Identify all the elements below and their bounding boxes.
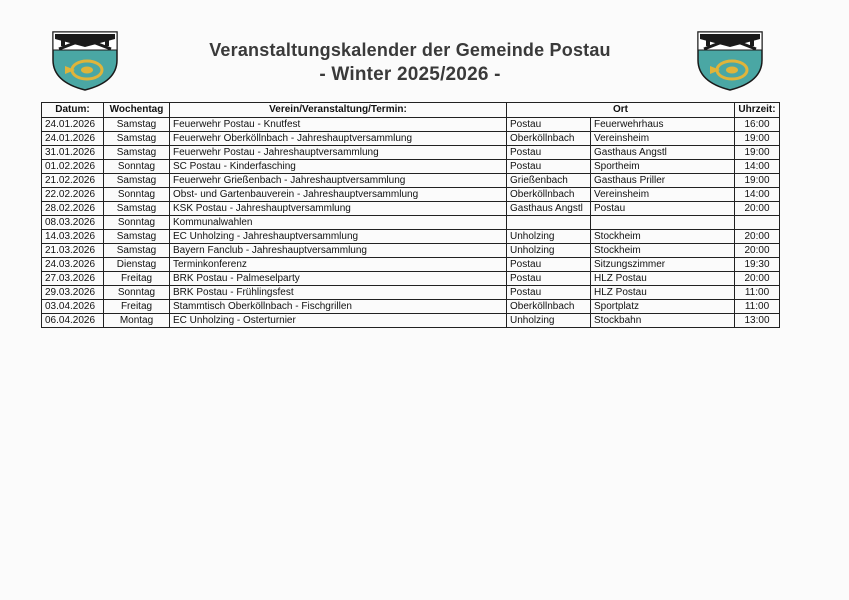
cell-time: 11:00	[735, 300, 780, 314]
cell-event: Feuerwehr Postau - Knutfest	[170, 118, 507, 132]
cell-place: Oberköllnbach	[507, 300, 591, 314]
cell-weekday: Samstag	[104, 230, 170, 244]
cell-venue: Sitzungszimmer	[591, 258, 735, 272]
cell-venue: Gasthaus Priller	[591, 174, 735, 188]
cell-venue	[591, 216, 735, 230]
page-subtitle: - Winter 2025/2026 -	[319, 64, 501, 85]
cell-time: 16:00	[735, 118, 780, 132]
table-row	[42, 258, 780, 272]
cell-time: 13:00	[735, 314, 780, 328]
cell-event: Feuerwehr Grießenbach - Jahreshauptversammlung	[170, 174, 507, 188]
cell-event: EC Unholzing - Jahreshauptversammlung	[170, 230, 507, 244]
cell-event: Feuerwehr Oberköllnbach - Jahreshauptversammlung	[170, 132, 507, 146]
cell-venue: Gasthaus Angstl	[591, 146, 735, 160]
cell-event: Kommunalwahlen	[170, 216, 507, 230]
page-title: Veranstaltungskalender der Gemeinde Postau	[209, 40, 611, 60]
cell-time: 20:00	[735, 230, 780, 244]
cell-event: Terminkonferenz	[170, 258, 507, 272]
cell-time	[735, 216, 780, 230]
table-row	[42, 286, 780, 300]
table-row	[42, 202, 780, 216]
cell-date: 24.03.2026	[42, 258, 104, 272]
cell-venue: Vereinsheim	[591, 132, 735, 146]
column-header-weekday: Wochentag	[104, 103, 170, 118]
cell-weekday: Samstag	[104, 146, 170, 160]
cell-time: 19:00	[735, 132, 780, 146]
cell-date: 14.03.2026	[42, 230, 104, 244]
cell-weekday: Sonntag	[104, 286, 170, 300]
cell-weekday: Sonntag	[104, 160, 170, 174]
table-body	[42, 118, 780, 328]
cell-venue: Stockbahn	[591, 314, 735, 328]
cell-venue: Sportheim	[591, 160, 735, 174]
cell-date: 24.01.2026	[42, 118, 104, 132]
cell-date: 06.04.2026	[42, 314, 104, 328]
cell-place: Unholzing	[507, 244, 591, 258]
cell-date: 08.03.2026	[42, 216, 104, 230]
table-row	[42, 160, 780, 174]
cell-venue: Feuerwehrhaus	[591, 118, 735, 132]
cell-weekday: Samstag	[104, 244, 170, 258]
column-header-time: Uhrzeit:	[735, 103, 780, 118]
cell-event: KSK Postau - Jahreshauptversammlung	[170, 202, 507, 216]
table-row	[42, 216, 780, 230]
cell-time: 11:00	[735, 286, 780, 300]
cell-weekday: Montag	[104, 314, 170, 328]
cell-place: Unholzing	[507, 314, 591, 328]
table-row	[42, 230, 780, 244]
cell-venue: Stockheim	[591, 244, 735, 258]
column-header-date: Datum:	[42, 103, 104, 118]
cell-date: 31.01.2026	[42, 146, 104, 160]
cell-date: 21.03.2026	[42, 244, 104, 258]
cell-weekday: Freitag	[104, 272, 170, 286]
cell-weekday: Samstag	[104, 132, 170, 146]
cell-event: Stammtisch Oberköllnbach - Fischgrillen	[170, 300, 507, 314]
cell-place: Gasthaus Angstl	[507, 202, 591, 216]
cell-date: 03.04.2026	[42, 300, 104, 314]
cell-time: 20:00	[735, 202, 780, 216]
cell-place: Postau	[507, 160, 591, 174]
cell-place: Oberköllnbach	[507, 188, 591, 202]
coat-of-arms-icon	[696, 30, 764, 92]
cell-event: Feuerwehr Postau - Jahreshauptversammlung	[170, 146, 507, 160]
cell-place: Postau	[507, 272, 591, 286]
cell-place: Oberköllnbach	[507, 132, 591, 146]
column-header-event: Verein/Veranstaltung/Termin:	[170, 103, 507, 118]
cell-event: EC Unholzing - Osterturnier	[170, 314, 507, 328]
cell-venue: HLZ Postau	[591, 272, 735, 286]
cell-place: Postau	[507, 258, 591, 272]
cell-weekday: Samstag	[104, 174, 170, 188]
table-row	[42, 188, 780, 202]
cell-time: 14:00	[735, 160, 780, 174]
coat-of-arms-icon	[51, 30, 119, 92]
cell-event: Bayern Fanclub - Jahreshauptversammlung	[170, 244, 507, 258]
cell-place	[507, 216, 591, 230]
cell-venue: Postau	[591, 202, 735, 216]
cell-date: 27.03.2026	[42, 272, 104, 286]
cell-weekday: Freitag	[104, 300, 170, 314]
table-row	[42, 300, 780, 314]
table-row	[42, 314, 780, 328]
cell-event: BRK Postau - Palmeselparty	[170, 272, 507, 286]
table-row	[42, 272, 780, 286]
cell-date: 29.03.2026	[42, 286, 104, 300]
cell-weekday: Samstag	[104, 118, 170, 132]
table-row	[42, 244, 780, 258]
cell-date: 01.02.2026	[42, 160, 104, 174]
column-header-place: Ort	[507, 103, 735, 118]
table-row	[42, 132, 780, 146]
events-table	[41, 102, 780, 328]
cell-date: 24.01.2026	[42, 132, 104, 146]
cell-time: 19:00	[735, 174, 780, 188]
cell-place: Postau	[507, 146, 591, 160]
cell-place: Postau	[507, 286, 591, 300]
cell-date: 21.02.2026	[42, 174, 104, 188]
cell-venue: Stockheim	[591, 230, 735, 244]
cell-venue: Sportplatz	[591, 300, 735, 314]
table-header-row	[42, 103, 780, 118]
cell-date: 22.02.2026	[42, 188, 104, 202]
cell-event: BRK Postau - Frühlingsfest	[170, 286, 507, 300]
cell-event: SC Postau - Kinderfasching	[170, 160, 507, 174]
cell-weekday: Sonntag	[104, 216, 170, 230]
cell-venue: Vereinsheim	[591, 188, 735, 202]
cell-time: 19:30	[735, 258, 780, 272]
cell-event: Obst- und Gartenbauverein - Jahreshauptversammlung	[170, 188, 507, 202]
table-row	[42, 146, 780, 160]
cell-place: Grießenbach	[507, 174, 591, 188]
cell-time: 20:00	[735, 244, 780, 258]
cell-date: 28.02.2026	[42, 202, 104, 216]
cell-time: 20:00	[735, 272, 780, 286]
cell-place: Unholzing	[507, 230, 591, 244]
cell-time: 19:00	[735, 146, 780, 160]
cell-weekday: Samstag	[104, 202, 170, 216]
cell-time: 14:00	[735, 188, 780, 202]
table-row	[42, 174, 780, 188]
cell-weekday: Dienstag	[104, 258, 170, 272]
cell-place: Postau	[507, 118, 591, 132]
cell-weekday: Sonntag	[104, 188, 170, 202]
table-row	[42, 118, 780, 132]
cell-venue: HLZ Postau	[591, 286, 735, 300]
